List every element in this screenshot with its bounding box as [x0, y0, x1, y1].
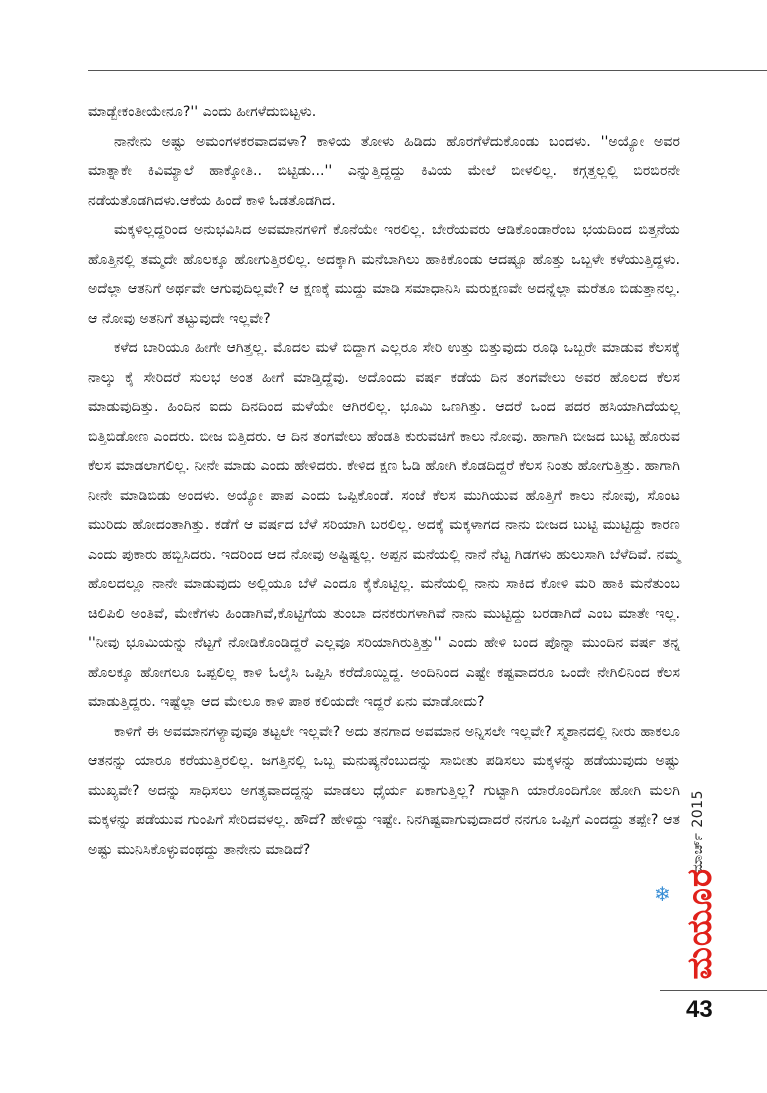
- magazine-title: ಮಯೂರ: [680, 868, 720, 980]
- top-rule: [88, 70, 767, 71]
- footer-rule: [660, 990, 767, 991]
- issue-date: ಮಾರ್ಚ್ 2015: [690, 790, 706, 874]
- paragraph-3: ಮಕ್ಕಳಿಲ್ಲದ್ದರಿಂದ ಅನುಭವಿಸಿದ ಅವಮಾನಗಳಿಗೆ ಕೊನೆಯೇ ಇರಲಿಲ್ಲ. ಬೇರೆಯವರು ಆಡಿಕೊಂಡಾರೆಂಬ ಭಯದಿಂದ ಬಿತ್ತನೆಯ ಹೊತ್ತಿನಲ್ಲಿ ತಮ್ಮದೇ ಹೊಲಕ್ಕೂ ಹೋಗುತ್ತಿರಲಿಲ್ಲ. ಅದಕ್ಕಾಗಿ ಮನೆಬಾಗಿಲು ಹಾಕಿಕೊಂಡು ಆದಷ್ಟೂ ಹೊತ್ತು ಒಬ್ಬಳೇ ಕಳೆಯುತ್ತಿದ್ದಳು. ಅದೆಲ್ಲಾ ಆತನಿಗೆ ಅರ್ಥವೇ ಆಗುವುದಿಲ್ಲವೇ? ಆ ಕ್ಷಣಕ್ಕೆ ಮುದ್ದು ಮಾಡಿ ಸಮಾಧಾನಿಸಿ ಮರುಕ್ಷಣವೇ ಅದನ್ನೆಲ್ಲಾ ಮರೆತೂ ಬಿಡುತ್ತಾನಲ್ಲ. ಆ ನೋವು ಅತನಿಗೆ ತಟ್ಟುವುದೇ ಇಲ್ಲವೇ?: [88, 222, 680, 327]
- paragraph-2: ನಾನೇನು ಅಷ್ಟು ಅಮಂಗಳಕರವಾದವಳಾ? ಕಾಳಿಯ ತೋಳು ಹಿಡಿದು ಹೊರಗೆಳೆದುಕೊಂಡು ಬಂದಳು. ''ಅಯ್ಯೋ ಅವರ ಮಾತ್ನಾಕೇ ಕಿವಿಮ್ಯಾಲೆ ಹಾಕ್ಕೋತಿ.. ಬಿಟ್ಟಿಡು...'' ಎನ್ನುತ್ತಿದ್ದದ್ದು ಕಿವಿಯ ಮೇಲೆ ಬೀಳಲಿಲ್ಲ. ಕಗ್ಗತ್ತಲ್ಲಲ್ಲಿ ಬಿರಬಿರನೇ ನಡೆಯತೊಡಗಿದಳು.ಆಕೆಯ ಹಿಂದೆ ಕಾಳಿ ಓಡತೊಡಗಿದ.: [88, 133, 680, 209]
- paragraph-5: ಕಾಳಿಗೆ ಈ ಅವಮಾನಗಳ್ಯಾವುವೂ ತಟ್ಟಲೇ ಇಲ್ಲವೇ? ಅದು ತನಗಾದ ಅವಮಾನ ಅನ್ನಿಸಲೇ ಇಲ್ಲವೇ? ಸ್ಮಶಾನದಲ್ಲಿ ನೀರು ಹಾಕಲೂ ಆತನನ್ನು ಯಾರೂ ಕರೆಯುತ್ತಿರಲಿಲ್ಲ. ಜಗತ್ತಿನಲ್ಲಿ ಒಬ್ಬ ಮನುಷ್ಯನೆಂಬುದನ್ನು ಸಾಬೀತು ಪಡಿಸಲು ಮಕ್ಕಳನ್ನು ಹಡೆಯುವುದು ಅಷ್ಟು ಮುಖ್ಯವೇ? ಅದನ್ನು ಸಾಧಿಸಲು ಅಗತ್ಯವಾದದ್ದನ್ನು ಮಾಡಲು ಧೈರ್ಯ ಏಕಾಗುತ್ತಿಲ್ಲ? ಗುಟ್ಟಾಗಿ ಯಾರೊಂದಿಗೋ ಹೋಗಿ ಮಲಗಿ ಮಕ್ಕಳನ್ನು ಪಡೆಯುವ ಗುಂಪಿಗೆ ಸೇರಿದವಳಲ್ಲ. ಹೌದೆ? ಹೇಳಿದ್ದು ಇಷ್ಟೇ. ನಿನಗಿಷ್ಟವಾಗುವುದಾದರೆ ನನಗೂ ಒಪ್ಪಿಗೆ ಎಂದದ್ದು ತಪ್ಪೇ? ಆತ ಅಷ್ಟು ಮುನಿಸಿಕೊಳ್ಳುವಂಥದ್ದು ತಾನೇನು ಮಾಡಿದೆ?: [88, 723, 680, 858]
- page-number: 43: [686, 996, 713, 1023]
- paragraph-1: ಮಾಡ್ಬೇಕಂತೀಯೇನೂ?'' ಎಂದು ಹೀಗಳೆದುಬಿಟ್ಟಳು.: [88, 104, 317, 120]
- snowflake-icon: ❄: [654, 882, 671, 906]
- article-body: [88, 98, 680, 865]
- paragraph-4: ಕಳೆದ ಬಾರಿಯೂ ಹೀಗೇ ಆಗಿತ್ತಲ್ಲ. ಮೊದಲ ಮಳೆ ಬಿದ್ದಾಗ ಎಲ್ಲರೂ ಸೇರಿ ಉತ್ತು ಬಿತ್ತುವುದು ರೂಢಿ ಒಬ್ಬರೇ ಮಾಡುವ ಕೆಲಸಕ್ಕೆ ನಾಲ್ಕು ಕೈ ಸೇರಿದರೆ ಸುಲಭ ಅಂತ ಹೀಗೆ ಮಾಡ್ತಿದ್ದೆವು. ಅದೊಂದು ವರ್ಷ ಕಡೆಯ ದಿನ ತಂಗವೇಲು ಅವರ ಹೊಲದ ಕೆಲಸ ಮಾಡುವುದಿತ್ತು. ಹಿಂದಿನ ಐದು ದಿನದಿಂದ ಮಳೆಯೇ ಆಗಿರಲಿಲ್ಲ. ಭೂಮಿ ಒಣಗಿತ್ತು. ಆದರೆ ಒಂದ ಪದರ ಹಸಿಯಾಗಿದೆಯಲ್ಲ ಬಿತ್ತಿಬಿಡೋಣ ಎಂದರು. ಬೀಜ ಬಿತ್ತಿದರು. ಆ ದಿನ ತಂಗವೇಲು ಹೆಂಡತಿ ಕುರುವಚಿಗೆ ಕಾಲು ನೋವು. ಹಾಗಾಗಿ ಬೀಜದ ಬುಟ್ಟಿ ಹೊರುವ ಕೆಲಸ ಮಾಡಲಾಗಲಿಲ್ಲ. ನೀನೇ ಮಾಡು ಎಂದು ಹೇಳಿದರು. ಕೇಳಿದ ಕ್ಷಣ ಓಡಿ ಹೋಗಿ ಕೊಡದಿದ್ದರೆ ಕೆಲಸ ನಿಂತು ಹೋಗುತ್ತಿತ್ತು. ಹಾಗಾಗಿ ನೀನೇ ಮಾಡಿಬಿಡು ಅಂದಳು. ಅಯ್ಯೋ ಪಾಪ ಎಂದು ಒಪ್ಪಿಕೊಂಡೆ. ಸಂಜೆ ಕೆಲಸ ಮುಗಿಯುವ ಹೊತ್ತಿಗೆ ಕಾಲು ನೋವು, ಸೊಂಟ ಮುರಿದು ಹೋದಂತಾಗಿತ್ತು. ಕಡೆಗೆ ಆ ವರ್ಷದ ಬೆಳೆ ಸರಿಯಾಗಿ ಬರಲಿಲ್ಲ. ಅದಕ್ಕೆ ಮಕ್ಕಳಾಗದ ನಾನು ಬೀಜದ ಬುಟ್ಟಿ ಮುಟ್ಟಿದ್ದು ಕಾರಣ ಎಂದು ಪುಕಾರು ಹಬ್ಬಿಸಿದರು. ಇದರಿಂದ ಆದ ನೋವು ಅಷ್ಟಿಷ್ಟಲ್ಲ. ಅಪ್ಪನ ಮನೆಯಲ್ಲಿ ನಾನೆ ನೆಟ್ಟ ಗಿಡಗಳು ಹುಲುಸಾಗಿ ಬೆಳೆದಿವೆ. ನಮ್ಮ ಹೊಲದಲ್ಲೂ ನಾನೇ ಮಾಡುವುದು ಅಲ್ಲಿಯೂ ಬೆಳೆ ಎಂದೂ ಕೈಕೊಟ್ಟಿಲ್ಲ. ಮನೆಯಲ್ಲಿ ನಾನು ಸಾಕಿದ ಕೋಳಿ ಮರಿ ಹಾಕಿ ಮನೆತುಂಬ ಚಿಲಿಪಿಲಿ ಅಂತಿವೆ, ಮೇಕೆಗಳು ಹಿಂಡಾಗಿವೆ,ಕೊಟ್ಟಿಗೆಯ ತುಂಬಾ ದನಕರುಗಳಾಗಿವೆ ನಾನು ಮುಟ್ಟಿದ್ದು ಬರಡಾಗಿದೆ ಎಂಬ ಮಾತೇ ಇಲ್ಲ. ''ನೀವು ಭೂಮಿಯನ್ನು ನೆಟ್ಟಗೆ ನೋಡಿಕೊಂಡಿದ್ದರೆ ಎಲ್ಲವೂ ಸರಿಯಾಗಿರುತ್ತಿತ್ತು'' ಎಂದು ಹೇಳಿ ಬಂದ ಪೊನ್ನಾ ಮುಂದಿನ ವರ್ಷ ತನ್ನ ಹೊಲಕ್ಕೂ ಹೋಗಲೂ ಒಪ್ಪಲಿಲ್ಲ ಕಾಳಿ ಓಲೈಸಿ ಒಪ್ಪಿಸಿ ಕರೆದೊಯ್ದಿದ್ದ. ಅಂದಿನಿಂದ ಎಷ್ಟೇ ಕಷ್ಟವಾದರೂ ಒಂದೇ ನೇಗಿಲಿನಿಂದ ಕೆಲಸ ಮಾಡುತ್ತಿದ್ದರು. ಇಷ್ಟೆಲ್ಲಾ ಆದ ಮೇಲೂ ಕಾಳಿ ಪಾಠ ಕಲಿಯದೇ ಇದ್ದರೆ ಏನು ಮಾಡೋದು?: [88, 340, 680, 710]
